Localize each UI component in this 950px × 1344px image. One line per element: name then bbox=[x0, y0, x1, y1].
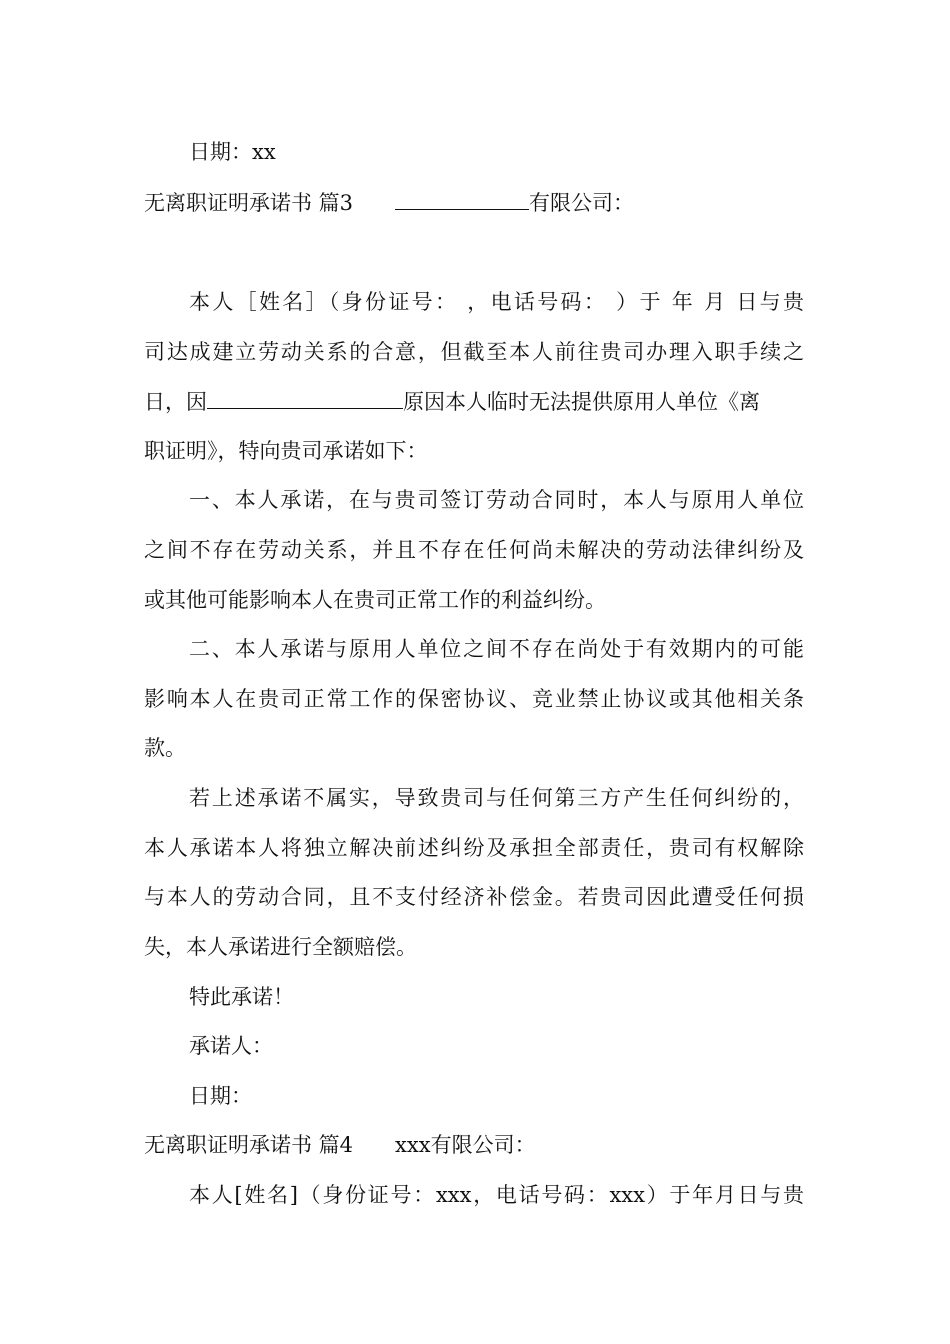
heading-4-title: 无离职证明承诺书 篇4 bbox=[144, 1133, 354, 1157]
liability-line-1: 若上述承诺不属实，导致贵司与任何第三方产生任何纠纷的， bbox=[189, 786, 804, 810]
company-name-blank bbox=[395, 187, 529, 210]
clause-1-line-3: 或其他可能影响本人在贵司正常工作的利益纠纷。 bbox=[144, 588, 606, 612]
intro-line-2: 司达成建立劳动关系的合意，但截至本人前往贵司办理入职手续之 bbox=[144, 340, 804, 364]
liability-line-2: 本人承诺本人将独立解决前述纠纷及承担全部责任，贵司有权解除 bbox=[144, 836, 804, 860]
heading-3-title: 无离职证明承诺书 篇3 bbox=[144, 191, 354, 215]
reason-blank bbox=[207, 386, 403, 409]
date-label: 日期： bbox=[189, 1084, 252, 1108]
clause-1-line-1: 一、本人承诺，在与贵司签订劳动合同时，本人与原用人单位 bbox=[189, 488, 804, 512]
clause-2-line-2: 影响本人在贵司正常工作的保密协议、竞业禁止协议或其他相关条 bbox=[144, 687, 804, 711]
clause-2-line-1: 二、本人承诺与原用人单位之间不存在尚处于有效期内的可能 bbox=[189, 637, 804, 661]
intro-line-4: 职证明》，特向贵司承诺如下： bbox=[144, 439, 428, 463]
clause-2-line-3: 款。 bbox=[144, 736, 186, 760]
heading-3-company-suffix: 有限公司： bbox=[529, 191, 635, 215]
top-date: 日期：xx bbox=[189, 140, 276, 164]
intro-line-1: 本人［姓名］（身份证号： ，电话号码： ）于 年 月 日与贵 bbox=[189, 290, 804, 314]
heading-4-company: xxx有限公司： bbox=[395, 1133, 536, 1157]
intro-line-3-prefix: 日，因 bbox=[144, 390, 207, 414]
heading-3 bbox=[144, 187, 804, 218]
intro-line-3 bbox=[144, 386, 804, 417]
liability-line-3: 与本人的劳动合同，且不支付经济补偿金。若贵司因此遭受任何损 bbox=[144, 885, 804, 909]
signer-label: 承诺人： bbox=[189, 1034, 273, 1058]
heading-4 bbox=[144, 1130, 804, 1160]
clause-1-line-2: 之间不存在劳动关系，并且不存在任何尚未解决的劳动法律纠纷及 bbox=[144, 538, 804, 562]
liability-line-4: 失，本人承诺进行全额赔偿。 bbox=[144, 935, 417, 959]
intro-4-line-1: 本人[姓名]（身份证号：xxx，电话号码：xxx）于年月日与贵 bbox=[189, 1183, 804, 1207]
closing-statement: 特此承诺！ bbox=[189, 985, 294, 1009]
intro-line-3-suffix: 原因本人临时无法提供原用人单位《离 bbox=[403, 390, 760, 414]
